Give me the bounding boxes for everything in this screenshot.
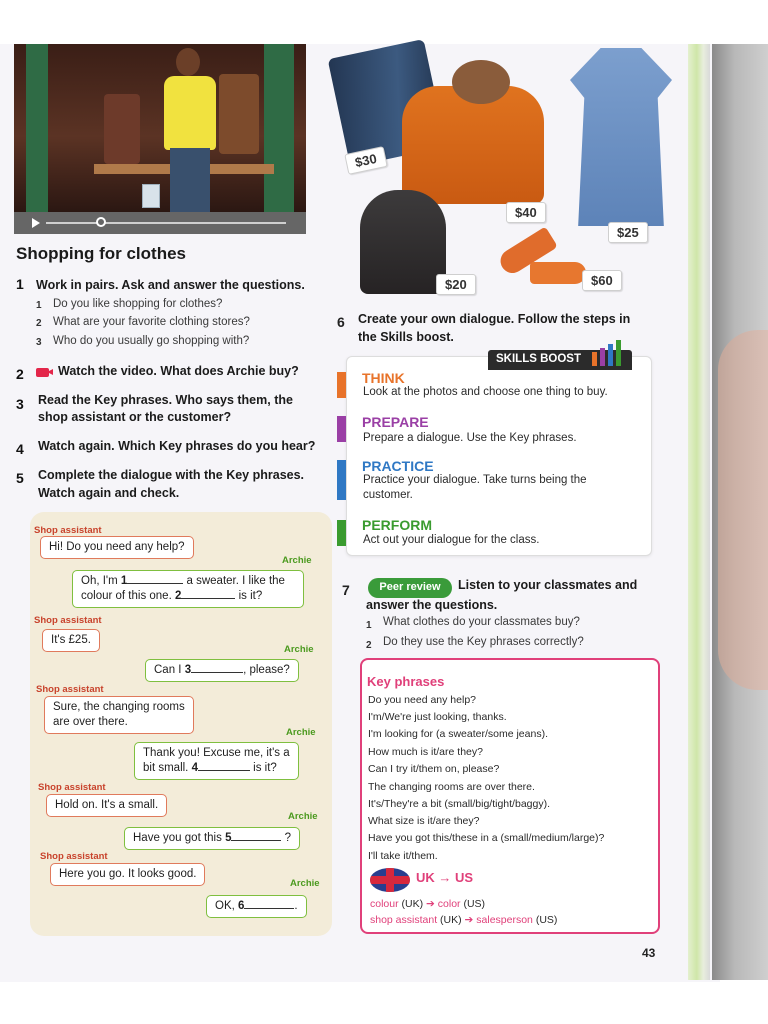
- us-label: (US): [460, 898, 486, 910]
- dialogue-text: is it?: [249, 762, 277, 774]
- key-phrase: I'll take it/them.: [368, 850, 438, 862]
- q5-text: Complete the dialogue with the Key phrases.: [38, 468, 305, 482]
- skills-bar-icon: [608, 344, 613, 366]
- price-tag-hoodie: $20: [436, 274, 476, 295]
- speaker-shop-assistant: Shop assistant: [34, 615, 102, 626]
- hoodie-photo: [360, 190, 446, 294]
- dialogue-text: Thank you! Excuse me, it's a: [143, 747, 290, 759]
- blank-1[interactable]: [127, 583, 183, 584]
- blank-number: 4: [191, 762, 198, 774]
- dialogue-text: Have you got this: [133, 832, 226, 844]
- video-progress-knob[interactable]: [96, 217, 106, 227]
- dialogue-line: are over there.: [53, 716, 128, 728]
- skills-bar-icon: [592, 352, 597, 366]
- dialogue-line: Hold on. It's a small.: [55, 799, 159, 811]
- dialogue-text: .: [294, 900, 298, 912]
- q2-number: 2: [16, 366, 24, 382]
- skill-perform-text: Act out your dialogue for the class.: [363, 534, 540, 546]
- dialogue-line: Hi! Do you need any help?: [49, 541, 185, 553]
- skill-think-title: THINK: [362, 370, 405, 386]
- dialogue-bubble: [46, 794, 167, 817]
- q7-text: Listen to your classmates and: [458, 578, 638, 592]
- key-phrase: I'm/We're just looking, thanks.: [368, 711, 507, 723]
- q7-item-text: Do they use the Key phrases correctly?: [383, 636, 584, 648]
- key-phrase: Can I try it/them on, please?: [368, 763, 500, 775]
- q1-item-text: Who do you usually go shopping with?: [53, 335, 250, 347]
- skills-boost-tab: SKILLS BOOST: [488, 350, 632, 370]
- key-phrase: I'm looking for (a sweater/some jeans).: [368, 728, 548, 740]
- q1-item-number: 2: [36, 318, 42, 329]
- skill-practice-text: Practice your dialogue. Take turns being the customer.: [363, 474, 587, 501]
- speaker-archie: Archie: [290, 878, 320, 889]
- blank-number: 2: [174, 590, 182, 602]
- dialogue-text: Can I: [154, 664, 185, 676]
- dialogue-bubble: [145, 659, 299, 682]
- skills-bar-icon: [600, 348, 605, 366]
- q3-number: 3: [16, 396, 24, 412]
- video-player[interactable]: [14, 44, 306, 234]
- store-frame-left: [26, 44, 48, 212]
- dialogue-bubble: [40, 536, 194, 559]
- dialogue-text: colour of this one.: [81, 590, 175, 602]
- dialogue-text: , please?: [243, 664, 290, 676]
- blank-number: 5: [225, 832, 232, 844]
- price-tag-sneakers: $60: [582, 270, 622, 291]
- blank-4[interactable]: [198, 770, 250, 771]
- q6-number: 6: [337, 314, 345, 330]
- speaker-archie: Archie: [286, 727, 316, 738]
- dialogue-text: bit small.: [143, 762, 192, 774]
- blank-number: 3: [184, 664, 192, 676]
- speaker-archie: Archie: [284, 644, 314, 655]
- archie-jeans: [170, 148, 210, 212]
- key-phrase: What size is it/are they?: [368, 815, 480, 827]
- jacket-fur-hood: [452, 60, 510, 104]
- clothes-rack: [219, 74, 259, 154]
- store-background: [14, 44, 306, 212]
- q7-number: 7: [342, 582, 350, 598]
- key-phrase: How much is it/are they?: [368, 746, 483, 758]
- uk-word: shop assistant: [370, 914, 438, 926]
- arrow-icon: ➔: [464, 914, 474, 926]
- q7-text: answer the questions.: [366, 598, 498, 612]
- blank-5[interactable]: [231, 840, 281, 841]
- dialogue-bubble: [44, 696, 194, 734]
- uk-us-heading: UK → US: [416, 870, 474, 885]
- dialogue-text: a sweater. I like the: [183, 575, 285, 587]
- speaker-shop-assistant: Shop assistant: [34, 525, 102, 536]
- price-tag-jacket: $40: [506, 202, 546, 223]
- store-frame-right: [264, 44, 294, 212]
- q1-item-text: Do you like shopping for clothes?: [53, 298, 223, 310]
- think-stripe: [337, 372, 346, 398]
- blank-number: 1: [120, 575, 128, 587]
- dialogue-line: It's £25.: [51, 634, 91, 646]
- uk-label: (UK): [437, 914, 465, 926]
- uk-us-flag-icon: [370, 868, 410, 892]
- arrow-icon: ➔: [426, 898, 435, 910]
- archie-head: [176, 48, 200, 76]
- dialogue-bubble: [42, 629, 100, 652]
- price-tag-jeans: $30: [344, 146, 387, 175]
- skill-perform-title: PERFORM: [362, 517, 432, 533]
- sneaker-photo: [530, 262, 586, 284]
- dialogue-bubble: [72, 570, 304, 608]
- key-phrase: Have you got this/these in a (small/medium/large)?: [368, 832, 605, 844]
- q2-text: Watch the video. What does Archie buy?: [58, 364, 299, 378]
- page-edge: [688, 44, 710, 980]
- dialogue-bubble: [50, 863, 205, 886]
- speaker-shop-assistant: Shop assistant: [36, 684, 104, 695]
- page-title: Shopping for clothes: [16, 244, 186, 263]
- q4-text: Watch again. Which Key phrases do you hear?: [38, 439, 316, 453]
- page-number: 43: [642, 946, 656, 960]
- denim-dress-photo: [570, 48, 672, 226]
- q5-number: 5: [16, 470, 24, 486]
- key-phrase: It's/They're a bit (small/big/tight/baggy).: [368, 798, 551, 810]
- key-phrases-title: Key phrases: [367, 674, 445, 689]
- q1-number: 1: [16, 276, 24, 292]
- dialogue-line: Here you go. It looks good.: [59, 868, 197, 880]
- thumb: [718, 330, 768, 690]
- us-word: color: [437, 898, 461, 910]
- dialogue-text: OK,: [215, 900, 239, 912]
- dialogue-text: ?: [281, 832, 292, 844]
- clothes-rack: [104, 94, 140, 164]
- speaker-shop-assistant: Shop assistant: [40, 851, 108, 862]
- speaker-shop-assistant: Shop assistant: [38, 782, 106, 793]
- uk-us-word: [370, 914, 557, 926]
- blank-2[interactable]: [181, 598, 235, 599]
- dialogue-text: Oh, I'm: [81, 575, 121, 587]
- q1-item-text: What are your favorite clothing stores?: [53, 316, 250, 328]
- archie-shirt: [164, 76, 216, 150]
- q1-text: Work in pairs. Ask and answer the questions.: [36, 278, 305, 292]
- uk-label: (UK): [398, 898, 427, 910]
- uk-word: colour: [370, 898, 399, 910]
- dialogue-text: is it?: [235, 590, 263, 602]
- q7-item-number: 1: [366, 620, 372, 631]
- video-progress-bar[interactable]: [46, 222, 286, 224]
- q7-item-number: 2: [366, 640, 372, 651]
- q5-text: Watch again and check.: [38, 486, 180, 500]
- orange-jacket-photo: [402, 86, 544, 204]
- skill-think-text: Look at the photos and choose one thing to buy.: [363, 386, 608, 398]
- blank-number: 6: [238, 900, 245, 912]
- price-tag-dress: $25: [608, 222, 648, 243]
- dialogue-line: Sure, the changing rooms: [53, 701, 185, 713]
- key-phrase: Do you need any help?: [368, 694, 476, 706]
- play-icon[interactable]: [32, 218, 40, 228]
- speaker-archie: Archie: [288, 811, 318, 822]
- blank-6[interactable]: [244, 908, 294, 909]
- shopping-bag: [142, 184, 160, 208]
- practice-stripe: [337, 460, 346, 500]
- q7-item-text: What clothes do your classmates buy?: [383, 616, 580, 628]
- speaker-archie: Archie: [282, 555, 312, 566]
- us-word: salesperson: [476, 914, 533, 926]
- q6-text: [358, 310, 648, 346]
- q4-number: 4: [16, 441, 24, 457]
- q3-text: Read the Key phrases. Who says them, the: [38, 393, 293, 407]
- q6-line: the Skills boost.: [358, 330, 454, 344]
- skill-practice-title: PRACTICE: [362, 458, 434, 474]
- peer-review-badge: Peer review: [368, 578, 452, 598]
- blank-3[interactable]: [191, 672, 243, 673]
- prepare-stripe: [337, 416, 346, 442]
- q1-item-number: 1: [36, 300, 42, 311]
- dialogue-bubble: [124, 827, 300, 850]
- q6-line: Create your own dialogue. Follow the steps in: [358, 312, 631, 326]
- q3-text: shop assistant or the customer?: [38, 410, 232, 424]
- us-label: (US): [532, 914, 558, 926]
- perform-stripe: [337, 520, 346, 546]
- dialogue-bubble: [206, 895, 307, 918]
- skills-bar-icon: [616, 340, 621, 366]
- skill-prepare-title: PREPARE: [362, 414, 429, 430]
- skill-prepare-text: Prepare a dialogue. Use the Key phrases.: [363, 432, 577, 444]
- key-phrase: The changing rooms are over there.: [368, 781, 535, 793]
- uk-us-word: [370, 898, 485, 910]
- video-camera-icon: [36, 368, 49, 377]
- dialogue-bubble: [134, 742, 299, 780]
- q1-item-number: 3: [36, 337, 42, 348]
